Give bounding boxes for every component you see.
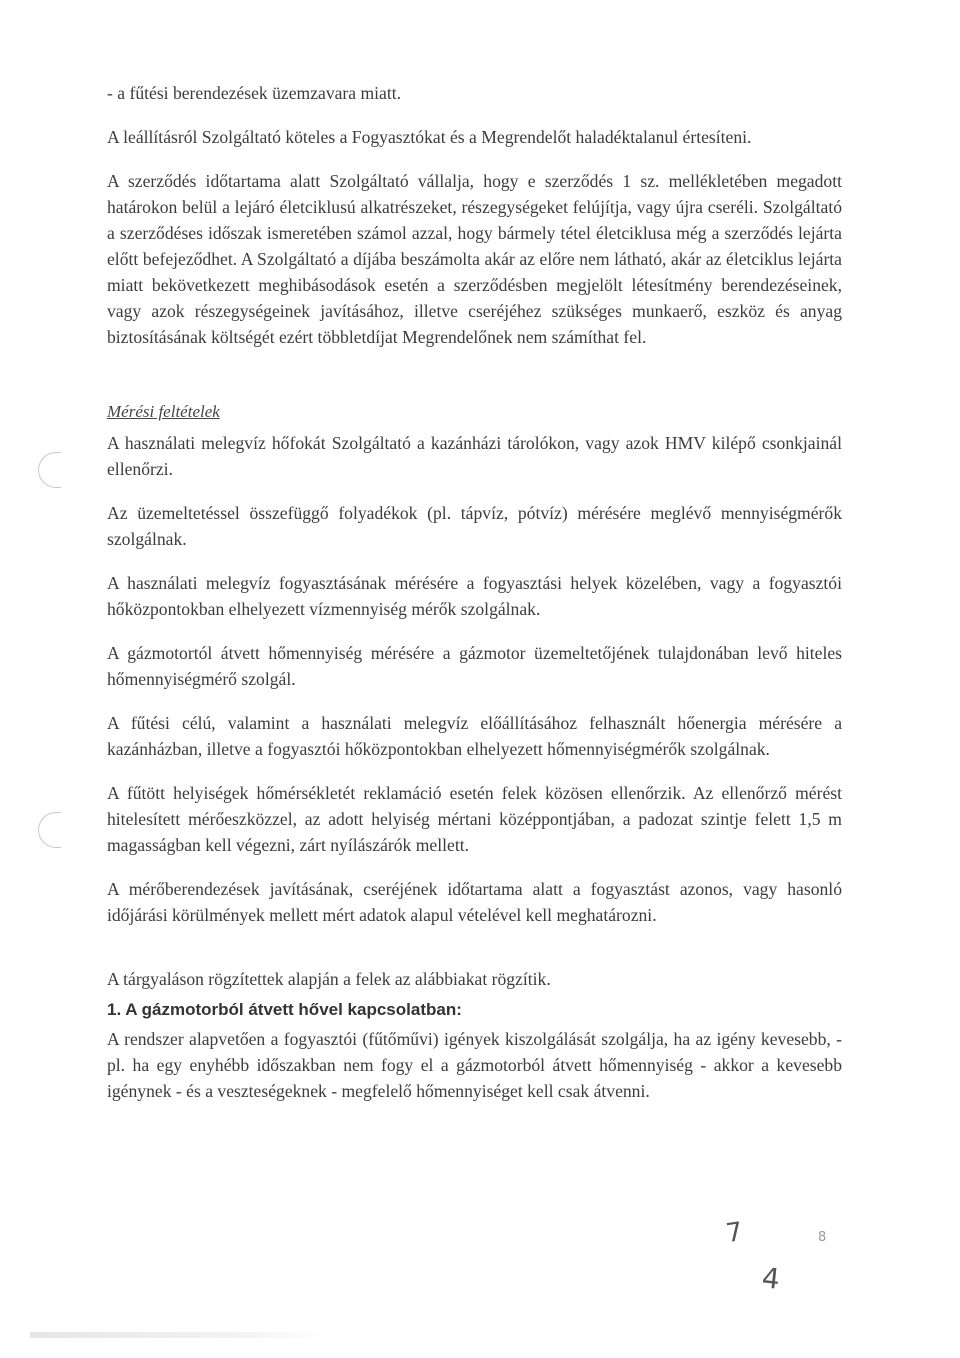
paragraph-meres-3: A használati melegvíz fogyasztásának mérésére a fogyasztási helyek közelében, vagy a fogyasztói hőközpontokban elhelyezett vízmennyiség mérők szolgálnak. xyxy=(107,573,842,619)
section-title-meres: Mérési feltételek xyxy=(107,402,220,421)
scan-artifact xyxy=(30,1332,330,1338)
heading-gazmotor: 1. A gázmotorból átvett hővel kapcsolatban: xyxy=(107,1000,462,1019)
handwritten-mark-4: 4 xyxy=(760,1261,782,1296)
paragraph-notification: A leállításról Szolgáltató köteles a Fogyasztókat és a Megrendelőt haladéktalanul értesíteni. xyxy=(107,127,752,147)
document-page xyxy=(107,80,842,1104)
paragraph-meres-5: A fűtési célú, valamint a használati melegvíz előállításához felhasznált hőenergia mérésére a kazánházban, illetve a fogyasztói hőközpontokban elhelyezett hőmennyiségmérők szolgálnak. xyxy=(107,713,842,759)
paragraph-fault: - a fűtési berendezések üzemzavara miatt. xyxy=(107,83,402,103)
paragraph-contract-term: A szerződés időtartama alatt Szolgáltató vállalja, hogy e szerződés 1 sz. mellékletében megadott határokon belül a lejáró életciklusú alkatrészeket, részegységeket felújítja, vagy újra cseréli. Szolgáltató a szerződéses időszak ismeretében számol azzal, hogy bármely tétel életciklusa még a szerződés lejárta előtt befejeződhet. A Szolgáltató a díjába beszámolta akár az előre nem látható, akár az életciklus lejárta miatt bekövetkezett meghibásodások esetén a szerződésben megjelölt létesítmény berendezéseinek, vagy azok részegységeinek javításához, illetve cseréjéhez szükséges munkaerő, eszköz és anyag biztosításának költségét ezért többletdíjat Megrendelőnek nem számíthat fel. xyxy=(107,171,842,347)
paragraph-meres-6: A fűtött helyiségek hőmérsékletét reklamáció esetén felek közösen ellenőrzik. Az ellenőrző mérést hitelesített mérőeszközzel, az adott helyiség mértani középpontjában, a padozat szintje felett 1,5 m magasságban kell végezni, zárt nyílászárók mellett. xyxy=(107,783,842,855)
punch-hole-bottom xyxy=(38,812,61,848)
paragraph-gazmotor: A rendszer alapvetően a fogyasztói (fűtőművi) igények kiszolgálását szolgálja, ha az igény kevesebb, - pl. ha egy enyhébb időszakban nem fogy el a gázmotorból átvett hőmennyiség - akkor a kevesebb igénynek - és a veszteségeknek - megfelelő hőmennyiséget kell csak átvenni. xyxy=(107,1029,842,1101)
punch-hole-top xyxy=(38,452,61,488)
paragraph-meres-1: A használati melegvíz hőfokát Szolgáltató a kazánházi tárolókon, vagy azok HMV kilépő csonkjainál ellenőrzi. xyxy=(107,433,842,479)
paragraph-meres-4: A gázmotortól átvett hőmennyiség mérésére a gázmotor üzemeltetőjének tulajdonában levő hiteles hőmennyiségmérő szolgál. xyxy=(107,643,842,689)
paragraph-meres-7: A mérőberendezések javításának, cseréjének időtartama alatt a fogyasztást azonos, vagy hasonló időjárási körülmények mellett mért adatok alapul vételével kell meghatározni. xyxy=(107,879,842,925)
handwritten-mark-7: 7 xyxy=(723,1216,745,1250)
paragraph-meres-2: Az üzemeltetéssel összefüggő folyadékok (pl. tápvíz, pótvíz) mérésére meglévő mennyiségmérők szolgálnak. xyxy=(107,503,842,549)
page-number-mark: 8 xyxy=(818,1230,827,1245)
paragraph-intro: A tárgyaláson rögzítettek alapján a felek az alábbiakat rögzítik. xyxy=(107,969,551,989)
